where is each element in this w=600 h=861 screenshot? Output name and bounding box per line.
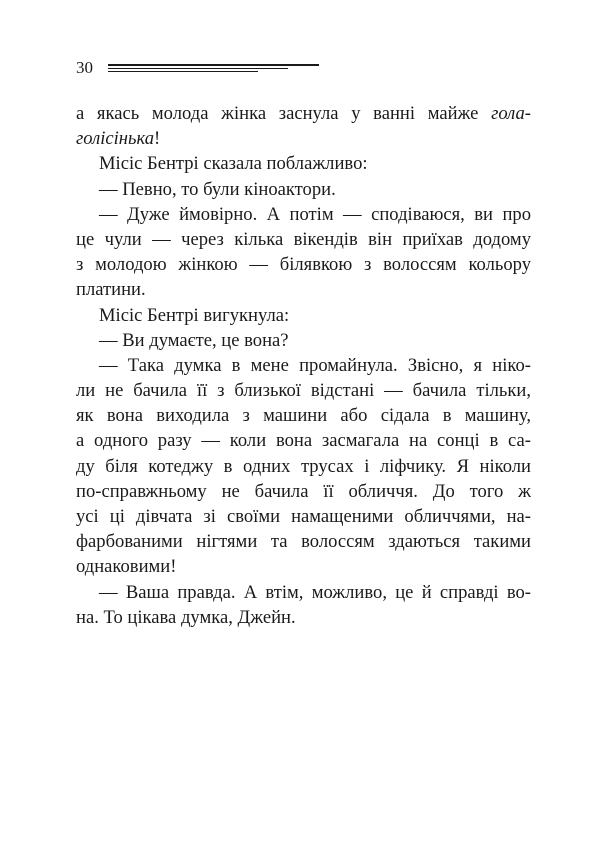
text-line: — Ваша правда. А втім, можливо, це й справді во- <box>99 581 531 603</box>
text-line: Місіс Бентрі вигукнула: <box>99 304 290 326</box>
text-span: ! <box>154 128 161 150</box>
text-line: однаковими! <box>76 556 177 578</box>
text-line: з молодою жінкою — білявкою з волоссям кольору <box>76 254 531 276</box>
text-line: — Певно, то були кіноактори. <box>99 178 336 200</box>
text-line <box>76 101 531 126</box>
text-line: по-справжньому не бачила її обличчя. До того ж <box>76 480 531 502</box>
text-span: а якась молода жінка заснула у ванні майже <box>76 103 492 124</box>
text-line: це чули — через кілька вікендів він приїхав додому <box>76 228 531 250</box>
text-line: на. То цікава думка, Джейн. <box>76 606 296 628</box>
text-line: — Дуже ймовірно. А потім — сподіваюся, ви про <box>99 203 531 225</box>
text-line: платини. <box>76 279 146 301</box>
text-line: як вона виходила з машини або сідала в машину, <box>76 405 531 427</box>
text-line: ли не бачила її з близької відстані — бачила тільки, <box>76 380 531 402</box>
header-rule <box>108 71 258 72</box>
text-line: ду біля котеджу в одних трусах і ліфчику. Я ніколи <box>76 455 531 477</box>
text-line: усі ці дівчата зі своїми намащеними обличчями, на- <box>76 506 531 527</box>
italic-text: гола- <box>491 103 531 124</box>
italic-text: голісінька <box>76 128 154 150</box>
body-text <box>76 101 531 630</box>
text-line: фарбованими нігтями та волоссям здаються такими <box>76 531 531 553</box>
page-header <box>76 58 326 78</box>
header-rule <box>108 64 319 66</box>
text-line: — Ви думаєте, це вона? <box>99 329 289 351</box>
page-number: 30 <box>76 58 93 77</box>
text-line: а одного разу — коли вона засмагала на сонці в са- <box>76 430 531 452</box>
header-rule <box>108 68 288 69</box>
text-line: — Така думка в мене промайнула. Звісно, я ніко- <box>99 354 531 376</box>
text-line: Місіс Бентрі сказала поблажливо: <box>99 153 368 175</box>
text-line <box>76 126 531 151</box>
